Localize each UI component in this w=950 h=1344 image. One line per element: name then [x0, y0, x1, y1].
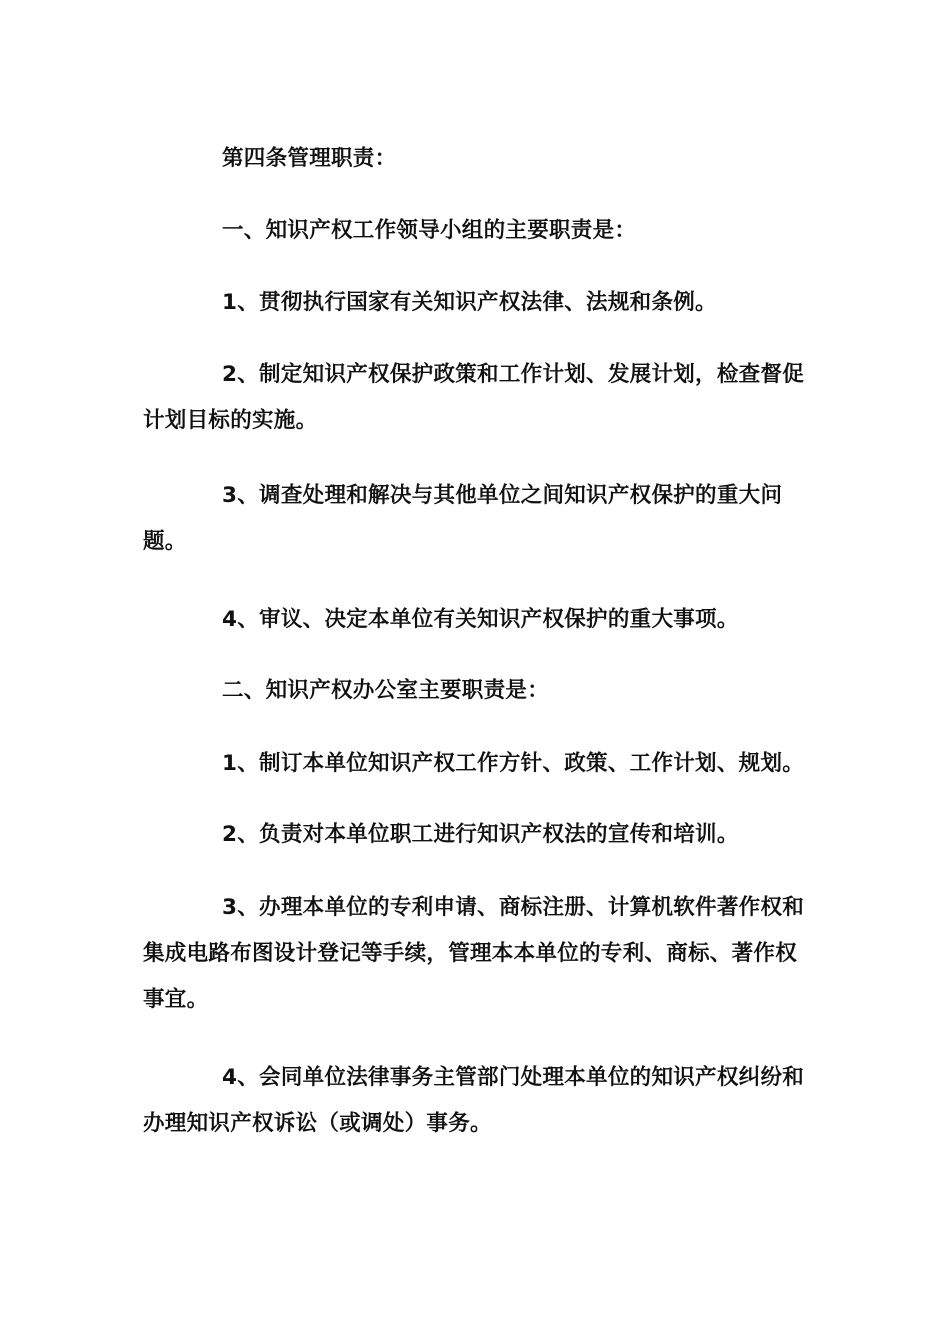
duty-item: 2、制定知识产权保护政策和工作计划、发展计划，检查督促计划目标的实施。 [143, 361, 805, 433]
duty-item: 4、会同单位法律事务主管部门处理本单位的知识产权纠纷和办理知识产权诉讼（或调处）事务。 [143, 1064, 805, 1136]
article-heading: 第四条管理职责： [222, 145, 397, 171]
duty-item: 3、调查处理和解决与其他单位之间知识产权保护的重大问题。 [143, 482, 783, 554]
section-heading-office: 二、知识产权办公室主要职责是： [222, 677, 550, 703]
duty-item: 3、办理本单位的专利申请、商标注册、计算机软件著作权和集成电路布图设计登记等手续，管理本本单位的专利、商标、著作权事宜。 [143, 894, 805, 1012]
duty-item: 1、贯彻执行国家有关知识产权法律、法规和条例。 [222, 289, 717, 315]
duty-item: 4、审议、决定本单位有关知识产权保护的重大事项。 [222, 606, 739, 632]
duty-item: 1、制订本单位知识产权工作方针、政策、工作计划、规划。 [222, 750, 805, 776]
section-heading-leading-group: 一、知识产权工作领导小组的主要职责是： [222, 217, 637, 243]
duty-item: 2、负责对本单位职工进行知识产权法的宣传和培训。 [222, 821, 739, 847]
